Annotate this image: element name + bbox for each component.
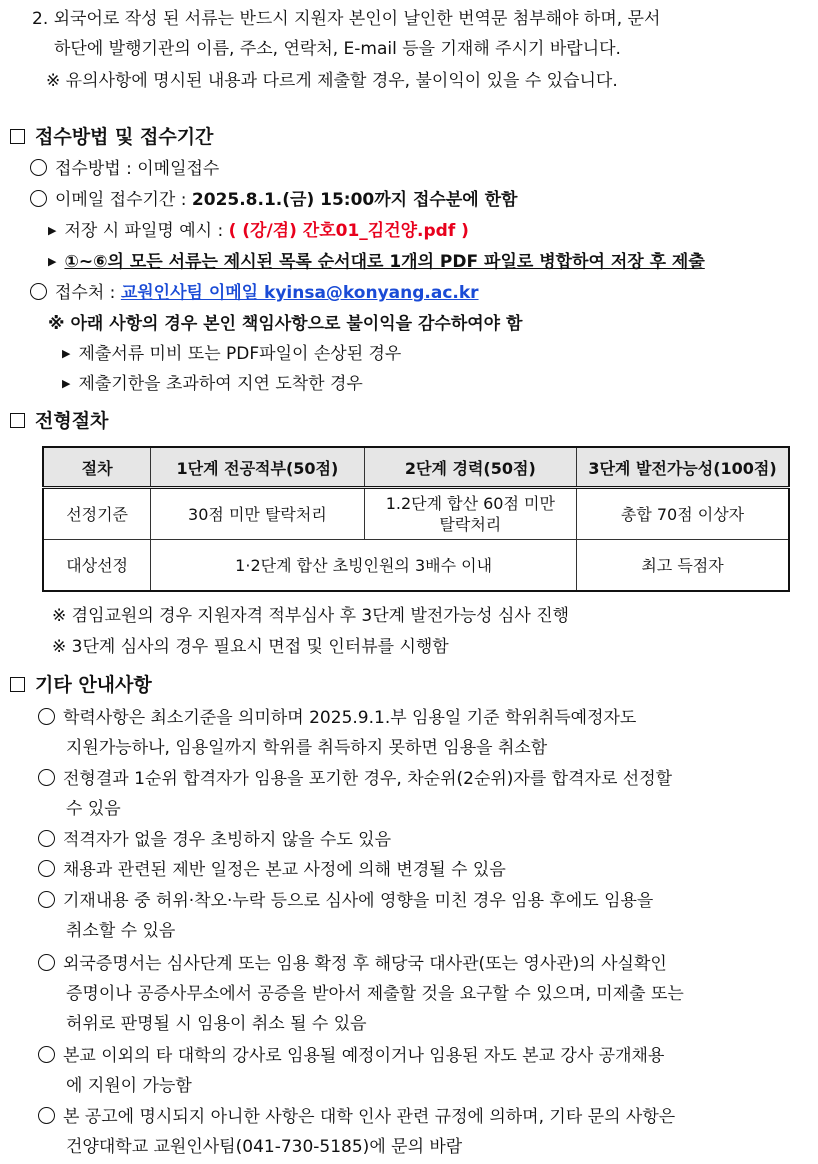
triangle-bullet-icon: ▶ bbox=[62, 347, 71, 360]
checkbox-square-icon bbox=[10, 413, 25, 428]
table-cell: 선정기준 bbox=[43, 488, 151, 540]
table-header-cell: 절차 bbox=[43, 447, 151, 488]
circle-bullet-icon bbox=[30, 283, 47, 300]
other-item: 기재내용 중 허위·착오·누락 등으로 심사에 영향을 미친 경우 임용 후에도 임용을 bbox=[38, 888, 653, 914]
circle-bullet-icon bbox=[30, 159, 47, 176]
table-cell: 총합 70점 이상자 bbox=[577, 488, 789, 540]
other-item: 적격자가 없을 경우 초빙하지 않을 수도 있음 bbox=[38, 827, 391, 853]
other-item-continuation: 허위로 판명될 시 임용이 취소 될 수 있음 bbox=[66, 1014, 367, 1034]
circle-bullet-icon bbox=[38, 708, 55, 725]
other-item-continuation: 에 지원이 가능함 bbox=[66, 1076, 192, 1096]
other-item-continuation: 지원가능하나, 임용일까지 학위를 취득하지 못하면 임용을 취소함 bbox=[66, 738, 548, 758]
other-item-continuation: 취소할 수 있음 bbox=[66, 921, 176, 941]
submission-filename: ▶ 저장 시 파일명 예시 : ( (강/겸) 간호01_김건양.pdf ) bbox=[48, 221, 469, 241]
other-item-continuation: 건양대학교 교원인사팀(041-730-5185)에 문의 바람 bbox=[66, 1137, 463, 1157]
triangle-bullet-icon: ▶ bbox=[62, 377, 71, 390]
intro-item-2-line-2: 하단에 발행기관의 이름, 주소, 연락처, E-mail 등을 기재해 주시기 바랍니다. bbox=[54, 39, 621, 59]
circle-bullet-icon bbox=[38, 1046, 55, 1063]
table-cell: 1·2단계 합산 초빙인원의 3배수 이내 bbox=[151, 540, 577, 592]
table-row bbox=[43, 540, 789, 592]
other-item: 본교 이외의 타 대학의 강사로 임용될 예정이거나 임용된 자도 본교 강사 공개채용 bbox=[38, 1043, 664, 1069]
submission-merge-rule: ▶ ①~⑥의 모든 서류는 제시된 목록 순서대로 1개의 PDF 파일로 병합하여 저장 후 제출 bbox=[48, 252, 705, 272]
table-row bbox=[43, 488, 789, 540]
table-header-row bbox=[43, 447, 789, 488]
warning-item: ▶ 제출기한을 초과하여 지연 도착한 경우 bbox=[62, 374, 363, 394]
intro-item-2-line-1: 2. 외국어로 작성 된 서류는 반드시 지원자 본인이 날인한 번역문 첨부해야 하며, 문서 bbox=[32, 9, 661, 29]
section-heading-other: 기타 안내사항 bbox=[10, 672, 152, 698]
other-item-continuation: 수 있음 bbox=[66, 799, 121, 819]
triangle-bullet-icon: ▶ bbox=[48, 255, 57, 268]
triangle-bullet-icon: ▶ bbox=[48, 224, 57, 237]
circle-bullet-icon bbox=[38, 1107, 55, 1124]
recipient-email-link[interactable]: 교원인사팀 이메일 kyinsa@konyang.ac.kr bbox=[120, 283, 479, 303]
other-item: 외국증명서는 심사단계 또는 임용 확정 후 해당국 대사관(또는 영사관)의 사실확인 bbox=[38, 951, 667, 977]
table-header-cell: 2단계 경력(50점) bbox=[364, 447, 576, 488]
intro-note: ※ 유의사항에 명시된 내용과 다르게 제출할 경우, 불이익이 있을 수 있습니다. bbox=[46, 71, 618, 91]
other-item: 전형결과 1순위 합격자가 임용을 포기한 경우, 차순위(2순위)자를 합격자로 선정할 bbox=[38, 766, 672, 792]
submission-warning: ※ 아래 사항의 경우 본인 책임사항으로 불이익을 감수하여야 함 bbox=[48, 314, 523, 334]
checkbox-square-icon bbox=[10, 677, 25, 692]
table-cell: 대상선정 bbox=[43, 540, 151, 592]
table-header-cell: 1단계 전공적부(50점) bbox=[151, 447, 364, 488]
table-header-cell: 3단계 발전가능성(100점) bbox=[577, 447, 789, 488]
table-cell: 30점 미만 탈락처리 bbox=[151, 488, 364, 540]
circle-bullet-icon bbox=[38, 860, 55, 877]
procedure-note: ※ 겸임교원의 경우 지원자격 적부심사 후 3단계 발전가능성 심사 진행 bbox=[52, 606, 570, 626]
other-item: 학력사항은 최소기준을 의미하며 2025.9.1.부 임용일 기준 학위취득예정자도 bbox=[38, 705, 636, 731]
submission-recipient: 접수처 : 교원인사팀 이메일 kyinsa@konyang.ac.kr bbox=[30, 280, 479, 306]
selection-procedure-table bbox=[42, 446, 790, 592]
other-item: 본 공고에 명시되지 아니한 사항은 대학 인사 관련 규정에 의하며, 기타 문의 사항은 bbox=[38, 1104, 675, 1130]
section-heading-submission: 접수방법 및 접수기간 bbox=[10, 124, 213, 150]
submission-method: 접수방법 : 이메일접수 bbox=[30, 156, 219, 182]
procedure-note: ※ 3단계 심사의 경우 필요시 면접 및 인터뷰를 시행함 bbox=[52, 637, 449, 657]
table-cell: 1.2단계 합산 60점 미만 탈락처리 bbox=[364, 488, 576, 540]
checkbox-square-icon bbox=[10, 129, 25, 144]
circle-bullet-icon bbox=[38, 954, 55, 971]
table-cell: 최고 득점자 bbox=[577, 540, 789, 592]
other-item: 채용과 관련된 제반 일정은 본교 사정에 의해 변경될 수 있음 bbox=[38, 857, 506, 883]
warning-item: ▶ 제출서류 미비 또는 PDF파일이 손상된 경우 bbox=[62, 344, 402, 364]
circle-bullet-icon bbox=[38, 769, 55, 786]
circle-bullet-icon bbox=[38, 891, 55, 908]
section-heading-procedure: 전형절차 bbox=[10, 408, 108, 434]
other-item-continuation: 증명이나 공증사무소에서 공증을 받아서 제출할 것을 요구할 수 있으며, 미제출 또는 bbox=[66, 984, 684, 1004]
circle-bullet-icon bbox=[30, 190, 47, 207]
circle-bullet-icon bbox=[38, 830, 55, 847]
submission-period: 이메일 접수기간 : 2025.8.1.(금) 15:00까지 접수분에 한함 bbox=[30, 187, 517, 213]
